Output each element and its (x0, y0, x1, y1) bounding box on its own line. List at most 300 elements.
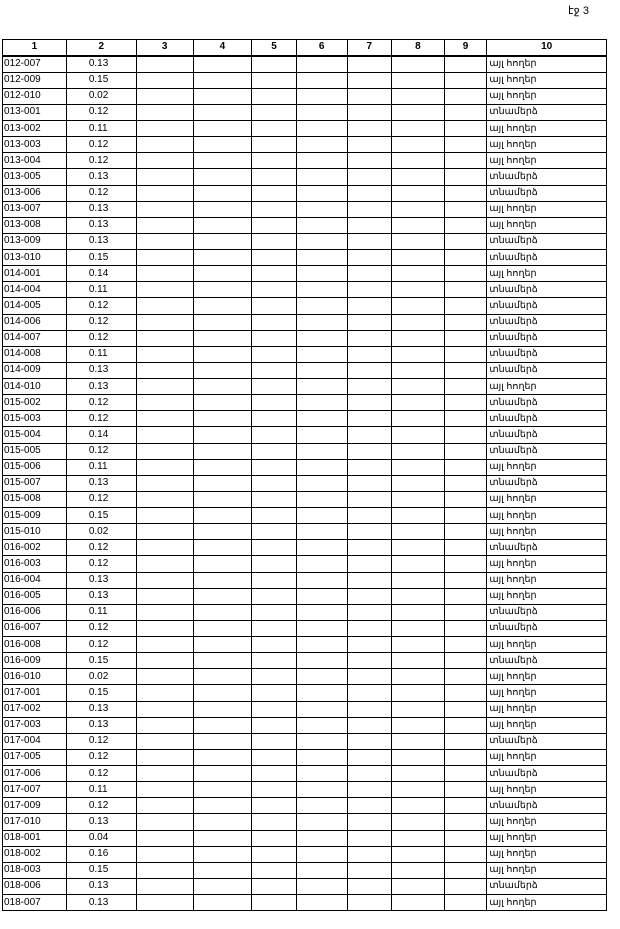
empty-cell (296, 185, 347, 201)
area-value-cell: 0.12 (66, 411, 136, 427)
empty-cell (193, 217, 252, 233)
land-type-cell: այլ հողեր (487, 524, 607, 540)
plot-code-cell: 015-002 (3, 395, 67, 411)
empty-cell (444, 604, 487, 620)
empty-cell (136, 330, 193, 346)
empty-cell (444, 475, 487, 491)
land-type-cell: այլ հողեր (487, 749, 607, 765)
empty-cell (347, 475, 392, 491)
empty-cell (252, 346, 297, 362)
plot-code-cell: 015-008 (3, 491, 67, 507)
table-row (3, 185, 607, 201)
empty-cell (136, 298, 193, 314)
empty-cell (252, 588, 297, 604)
empty-cell (252, 717, 297, 733)
table-row (3, 669, 607, 685)
land-type-cell: տնամերձ (487, 427, 607, 443)
empty-cell (193, 846, 252, 862)
empty-cell (193, 153, 252, 169)
land-type-cell: տնամերձ (487, 233, 607, 249)
empty-cell (347, 266, 392, 282)
area-value-cell: 0.13 (66, 56, 136, 73)
empty-cell (136, 846, 193, 862)
area-value-cell: 0.12 (66, 749, 136, 765)
table-row (3, 427, 607, 443)
empty-cell (392, 862, 445, 878)
land-type-cell: տնամերձ (487, 185, 607, 201)
empty-cell (392, 572, 445, 588)
empty-cell (252, 153, 297, 169)
table-row (3, 362, 607, 378)
area-value-cell: 0.15 (66, 653, 136, 669)
land-type-cell: այլ հողեր (487, 201, 607, 217)
empty-cell (252, 72, 297, 88)
land-type-cell: այլ հողեր (487, 830, 607, 846)
empty-cell (392, 556, 445, 572)
empty-cell (296, 217, 347, 233)
empty-cell (392, 620, 445, 636)
empty-cell (193, 201, 252, 217)
empty-cell (392, 72, 445, 88)
empty-cell (252, 298, 297, 314)
empty-cell (444, 56, 487, 73)
empty-cell (193, 427, 252, 443)
empty-cell (136, 830, 193, 846)
column-header: 6 (296, 40, 347, 56)
area-value-cell: 0.15 (66, 250, 136, 266)
empty-cell (392, 266, 445, 282)
empty-cell (136, 395, 193, 411)
empty-cell (347, 556, 392, 572)
plot-code-cell: 017-004 (3, 733, 67, 749)
empty-cell (136, 201, 193, 217)
empty-cell (347, 298, 392, 314)
area-value-cell: 0.12 (66, 491, 136, 507)
empty-cell (296, 830, 347, 846)
empty-cell (136, 701, 193, 717)
table-row (3, 346, 607, 362)
empty-cell (392, 733, 445, 749)
table-row (3, 250, 607, 266)
plot-code-cell: 013-010 (3, 250, 67, 266)
empty-cell (193, 685, 252, 701)
empty-cell (392, 701, 445, 717)
empty-cell (136, 814, 193, 830)
plot-code-cell: 017-009 (3, 798, 67, 814)
plot-code-cell: 018-002 (3, 846, 67, 862)
column-header: 5 (252, 40, 297, 56)
empty-cell (252, 443, 297, 459)
empty-cell (193, 104, 252, 120)
land-type-cell: տնամերձ (487, 169, 607, 185)
empty-cell (296, 88, 347, 104)
empty-cell (136, 459, 193, 475)
table-row (3, 411, 607, 427)
empty-cell (296, 669, 347, 685)
empty-cell (136, 653, 193, 669)
empty-cell (392, 104, 445, 120)
land-type-cell: այլ հողեր (487, 72, 607, 88)
area-value-cell: 0.11 (66, 459, 136, 475)
land-type-cell: տնամերձ (487, 250, 607, 266)
empty-cell (444, 846, 487, 862)
area-value-cell: 0.16 (66, 846, 136, 862)
empty-cell (193, 508, 252, 524)
empty-cell (347, 540, 392, 556)
column-header: 9 (444, 40, 487, 56)
empty-cell (252, 427, 297, 443)
area-value-cell: 0.13 (66, 169, 136, 185)
empty-cell (444, 588, 487, 604)
plot-code-cell: 013-009 (3, 233, 67, 249)
empty-cell (392, 121, 445, 137)
empty-cell (136, 427, 193, 443)
empty-cell (347, 637, 392, 653)
plot-code-cell: 016-003 (3, 556, 67, 572)
empty-cell (193, 395, 252, 411)
land-type-cell: տնամերձ (487, 733, 607, 749)
empty-cell (136, 121, 193, 137)
plot-code-cell: 017-002 (3, 701, 67, 717)
empty-cell (392, 491, 445, 507)
land-type-cell: այլ հողեր (487, 717, 607, 733)
land-type-cell: այլ հողեր (487, 895, 607, 911)
empty-cell (193, 524, 252, 540)
empty-cell (252, 814, 297, 830)
empty-cell (444, 701, 487, 717)
table-row (3, 217, 607, 233)
empty-cell (296, 814, 347, 830)
empty-cell (252, 862, 297, 878)
plot-code-cell: 013-004 (3, 153, 67, 169)
empty-cell (392, 217, 445, 233)
table-row (3, 895, 607, 911)
empty-cell (444, 153, 487, 169)
empty-cell (193, 766, 252, 782)
empty-cell (296, 491, 347, 507)
column-header: 10 (487, 40, 607, 56)
land-type-cell: այլ հողեր (487, 56, 607, 73)
empty-cell (136, 443, 193, 459)
empty-cell (392, 169, 445, 185)
empty-cell (296, 282, 347, 298)
table-row (3, 862, 607, 878)
plot-code-cell: 016-007 (3, 620, 67, 636)
column-header: 3 (136, 40, 193, 56)
empty-cell (392, 459, 445, 475)
area-value-cell: 0.15 (66, 508, 136, 524)
empty-cell (252, 250, 297, 266)
empty-cell (136, 233, 193, 249)
empty-cell (296, 556, 347, 572)
area-value-cell: 0.13 (66, 233, 136, 249)
area-value-cell: 0.13 (66, 572, 136, 588)
empty-cell (392, 669, 445, 685)
table-row (3, 524, 607, 540)
area-value-cell: 0.11 (66, 121, 136, 137)
table-row (3, 104, 607, 120)
plot-code-cell: 012-007 (3, 56, 67, 73)
empty-cell (296, 233, 347, 249)
empty-cell (444, 443, 487, 459)
empty-cell (347, 104, 392, 120)
table-row (3, 749, 607, 765)
empty-cell (392, 137, 445, 153)
plot-code-cell: 016-009 (3, 653, 67, 669)
empty-cell (392, 56, 445, 73)
empty-cell (347, 604, 392, 620)
empty-cell (136, 862, 193, 878)
empty-cell (444, 798, 487, 814)
empty-cell (193, 749, 252, 765)
empty-cell (347, 766, 392, 782)
area-value-cell: 0.02 (66, 88, 136, 104)
empty-cell (392, 814, 445, 830)
empty-cell (347, 798, 392, 814)
empty-cell (136, 508, 193, 524)
empty-cell (347, 395, 392, 411)
empty-cell (444, 395, 487, 411)
empty-cell (136, 669, 193, 685)
plot-code-cell: 015-009 (3, 508, 67, 524)
empty-cell (296, 121, 347, 137)
empty-cell (347, 459, 392, 475)
land-type-cell: այլ հողեր (487, 701, 607, 717)
empty-cell (296, 540, 347, 556)
empty-cell (444, 895, 487, 911)
table-row (3, 330, 607, 346)
empty-cell (252, 411, 297, 427)
empty-cell (252, 379, 297, 395)
empty-cell (252, 766, 297, 782)
empty-cell (252, 201, 297, 217)
plot-code-cell: 015-006 (3, 459, 67, 475)
empty-cell (252, 798, 297, 814)
page-number: էջ 3 (568, 5, 589, 17)
empty-cell (136, 346, 193, 362)
empty-cell (136, 878, 193, 894)
table-row (3, 137, 607, 153)
empty-cell (444, 524, 487, 540)
land-type-cell: այլ հողեր (487, 862, 607, 878)
empty-cell (392, 798, 445, 814)
empty-cell (252, 604, 297, 620)
land-type-cell: այլ հողեր (487, 153, 607, 169)
empty-cell (193, 491, 252, 507)
area-value-cell: 0.04 (66, 830, 136, 846)
empty-cell (296, 314, 347, 330)
land-type-cell: տնամերձ (487, 395, 607, 411)
plot-code-cell: 018-003 (3, 862, 67, 878)
table-row (3, 201, 607, 217)
empty-cell (444, 620, 487, 636)
empty-cell (392, 411, 445, 427)
empty-cell (136, 72, 193, 88)
empty-cell (252, 878, 297, 894)
column-header: 1 (3, 40, 67, 56)
empty-cell (136, 153, 193, 169)
table-row (3, 266, 607, 282)
empty-cell (296, 459, 347, 475)
empty-cell (252, 266, 297, 282)
empty-cell (252, 362, 297, 378)
land-type-cell: տնամերձ (487, 620, 607, 636)
empty-cell (444, 491, 487, 507)
empty-cell (444, 185, 487, 201)
area-value-cell: 0.13 (66, 895, 136, 911)
empty-cell (392, 830, 445, 846)
table-row (3, 475, 607, 491)
land-type-cell: այլ հողեր (487, 121, 607, 137)
empty-cell (444, 685, 487, 701)
plot-code-cell: 018-006 (3, 878, 67, 894)
empty-cell (136, 379, 193, 395)
area-value-cell: 0.13 (66, 588, 136, 604)
land-type-cell: այլ հողեր (487, 572, 607, 588)
empty-cell (296, 266, 347, 282)
empty-cell (136, 56, 193, 73)
empty-cell (347, 330, 392, 346)
plot-code-cell: 016-008 (3, 637, 67, 653)
empty-cell (252, 701, 297, 717)
table-row (3, 782, 607, 798)
empty-cell (347, 443, 392, 459)
land-type-cell: այլ հողեր (487, 137, 607, 153)
table-row (3, 314, 607, 330)
table-row (3, 88, 607, 104)
land-type-cell: տնամերձ (487, 330, 607, 346)
empty-cell (296, 508, 347, 524)
empty-cell (392, 201, 445, 217)
empty-cell (347, 201, 392, 217)
empty-cell (136, 266, 193, 282)
empty-cell (193, 572, 252, 588)
plot-code-cell: 014-008 (3, 346, 67, 362)
empty-cell (136, 733, 193, 749)
empty-cell (193, 878, 252, 894)
empty-cell (252, 508, 297, 524)
plot-code-cell: 016-002 (3, 540, 67, 556)
plot-code-cell: 012-010 (3, 88, 67, 104)
empty-cell (444, 637, 487, 653)
empty-cell (296, 701, 347, 717)
empty-cell (392, 330, 445, 346)
land-type-cell: տնամերձ (487, 282, 607, 298)
empty-cell (296, 346, 347, 362)
empty-cell (444, 862, 487, 878)
empty-cell (444, 427, 487, 443)
empty-cell (136, 137, 193, 153)
area-value-cell: 0.13 (66, 379, 136, 395)
empty-cell (296, 895, 347, 911)
empty-cell (252, 330, 297, 346)
empty-cell (252, 185, 297, 201)
empty-cell (296, 250, 347, 266)
empty-cell (296, 298, 347, 314)
empty-cell (252, 620, 297, 636)
table-row (3, 572, 607, 588)
empty-cell (392, 427, 445, 443)
empty-cell (252, 395, 297, 411)
area-value-cell: 0.12 (66, 330, 136, 346)
empty-cell (444, 72, 487, 88)
header-row (3, 40, 607, 56)
empty-cell (347, 185, 392, 201)
empty-cell (444, 766, 487, 782)
empty-cell (444, 298, 487, 314)
empty-cell (444, 137, 487, 153)
empty-cell (193, 475, 252, 491)
table-row (3, 685, 607, 701)
empty-cell (392, 314, 445, 330)
empty-cell (252, 540, 297, 556)
empty-cell (347, 782, 392, 798)
empty-cell (136, 250, 193, 266)
table-row (3, 508, 607, 524)
area-value-cell: 0.13 (66, 878, 136, 894)
table-row (3, 121, 607, 137)
empty-cell (296, 798, 347, 814)
empty-cell (193, 669, 252, 685)
land-type-cell: տնամերձ (487, 346, 607, 362)
plot-code-cell: 017-003 (3, 717, 67, 733)
empty-cell (252, 88, 297, 104)
empty-cell (392, 637, 445, 653)
area-value-cell: 0.15 (66, 72, 136, 88)
empty-cell (347, 427, 392, 443)
empty-cell (252, 314, 297, 330)
empty-cell (392, 298, 445, 314)
area-value-cell: 0.13 (66, 701, 136, 717)
empty-cell (296, 717, 347, 733)
empty-cell (193, 443, 252, 459)
empty-cell (193, 266, 252, 282)
plot-code-cell: 017-001 (3, 685, 67, 701)
plot-code-cell: 015-005 (3, 443, 67, 459)
table-row (3, 830, 607, 846)
empty-cell (444, 572, 487, 588)
area-value-cell: 0.13 (66, 362, 136, 378)
empty-cell (444, 717, 487, 733)
empty-cell (347, 137, 392, 153)
empty-cell (444, 379, 487, 395)
table-row (3, 540, 607, 556)
empty-cell (392, 362, 445, 378)
empty-cell (252, 524, 297, 540)
empty-cell (193, 814, 252, 830)
empty-cell (136, 556, 193, 572)
empty-cell (392, 443, 445, 459)
land-type-cell: տնամերձ (487, 298, 607, 314)
area-value-cell: 0.12 (66, 733, 136, 749)
column-header: 2 (66, 40, 136, 56)
empty-cell (392, 185, 445, 201)
empty-cell (347, 685, 392, 701)
area-value-cell: 0.12 (66, 540, 136, 556)
plot-code-cell: 017-005 (3, 749, 67, 765)
empty-cell (392, 88, 445, 104)
land-type-cell: այլ հողեր (487, 379, 607, 395)
plot-code-cell: 017-007 (3, 782, 67, 798)
table-row (3, 588, 607, 604)
empty-cell (136, 572, 193, 588)
area-value-cell: 0.14 (66, 427, 136, 443)
empty-cell (347, 588, 392, 604)
table-row (3, 298, 607, 314)
plot-code-cell: 018-007 (3, 895, 67, 911)
empty-cell (136, 685, 193, 701)
empty-cell (136, 540, 193, 556)
